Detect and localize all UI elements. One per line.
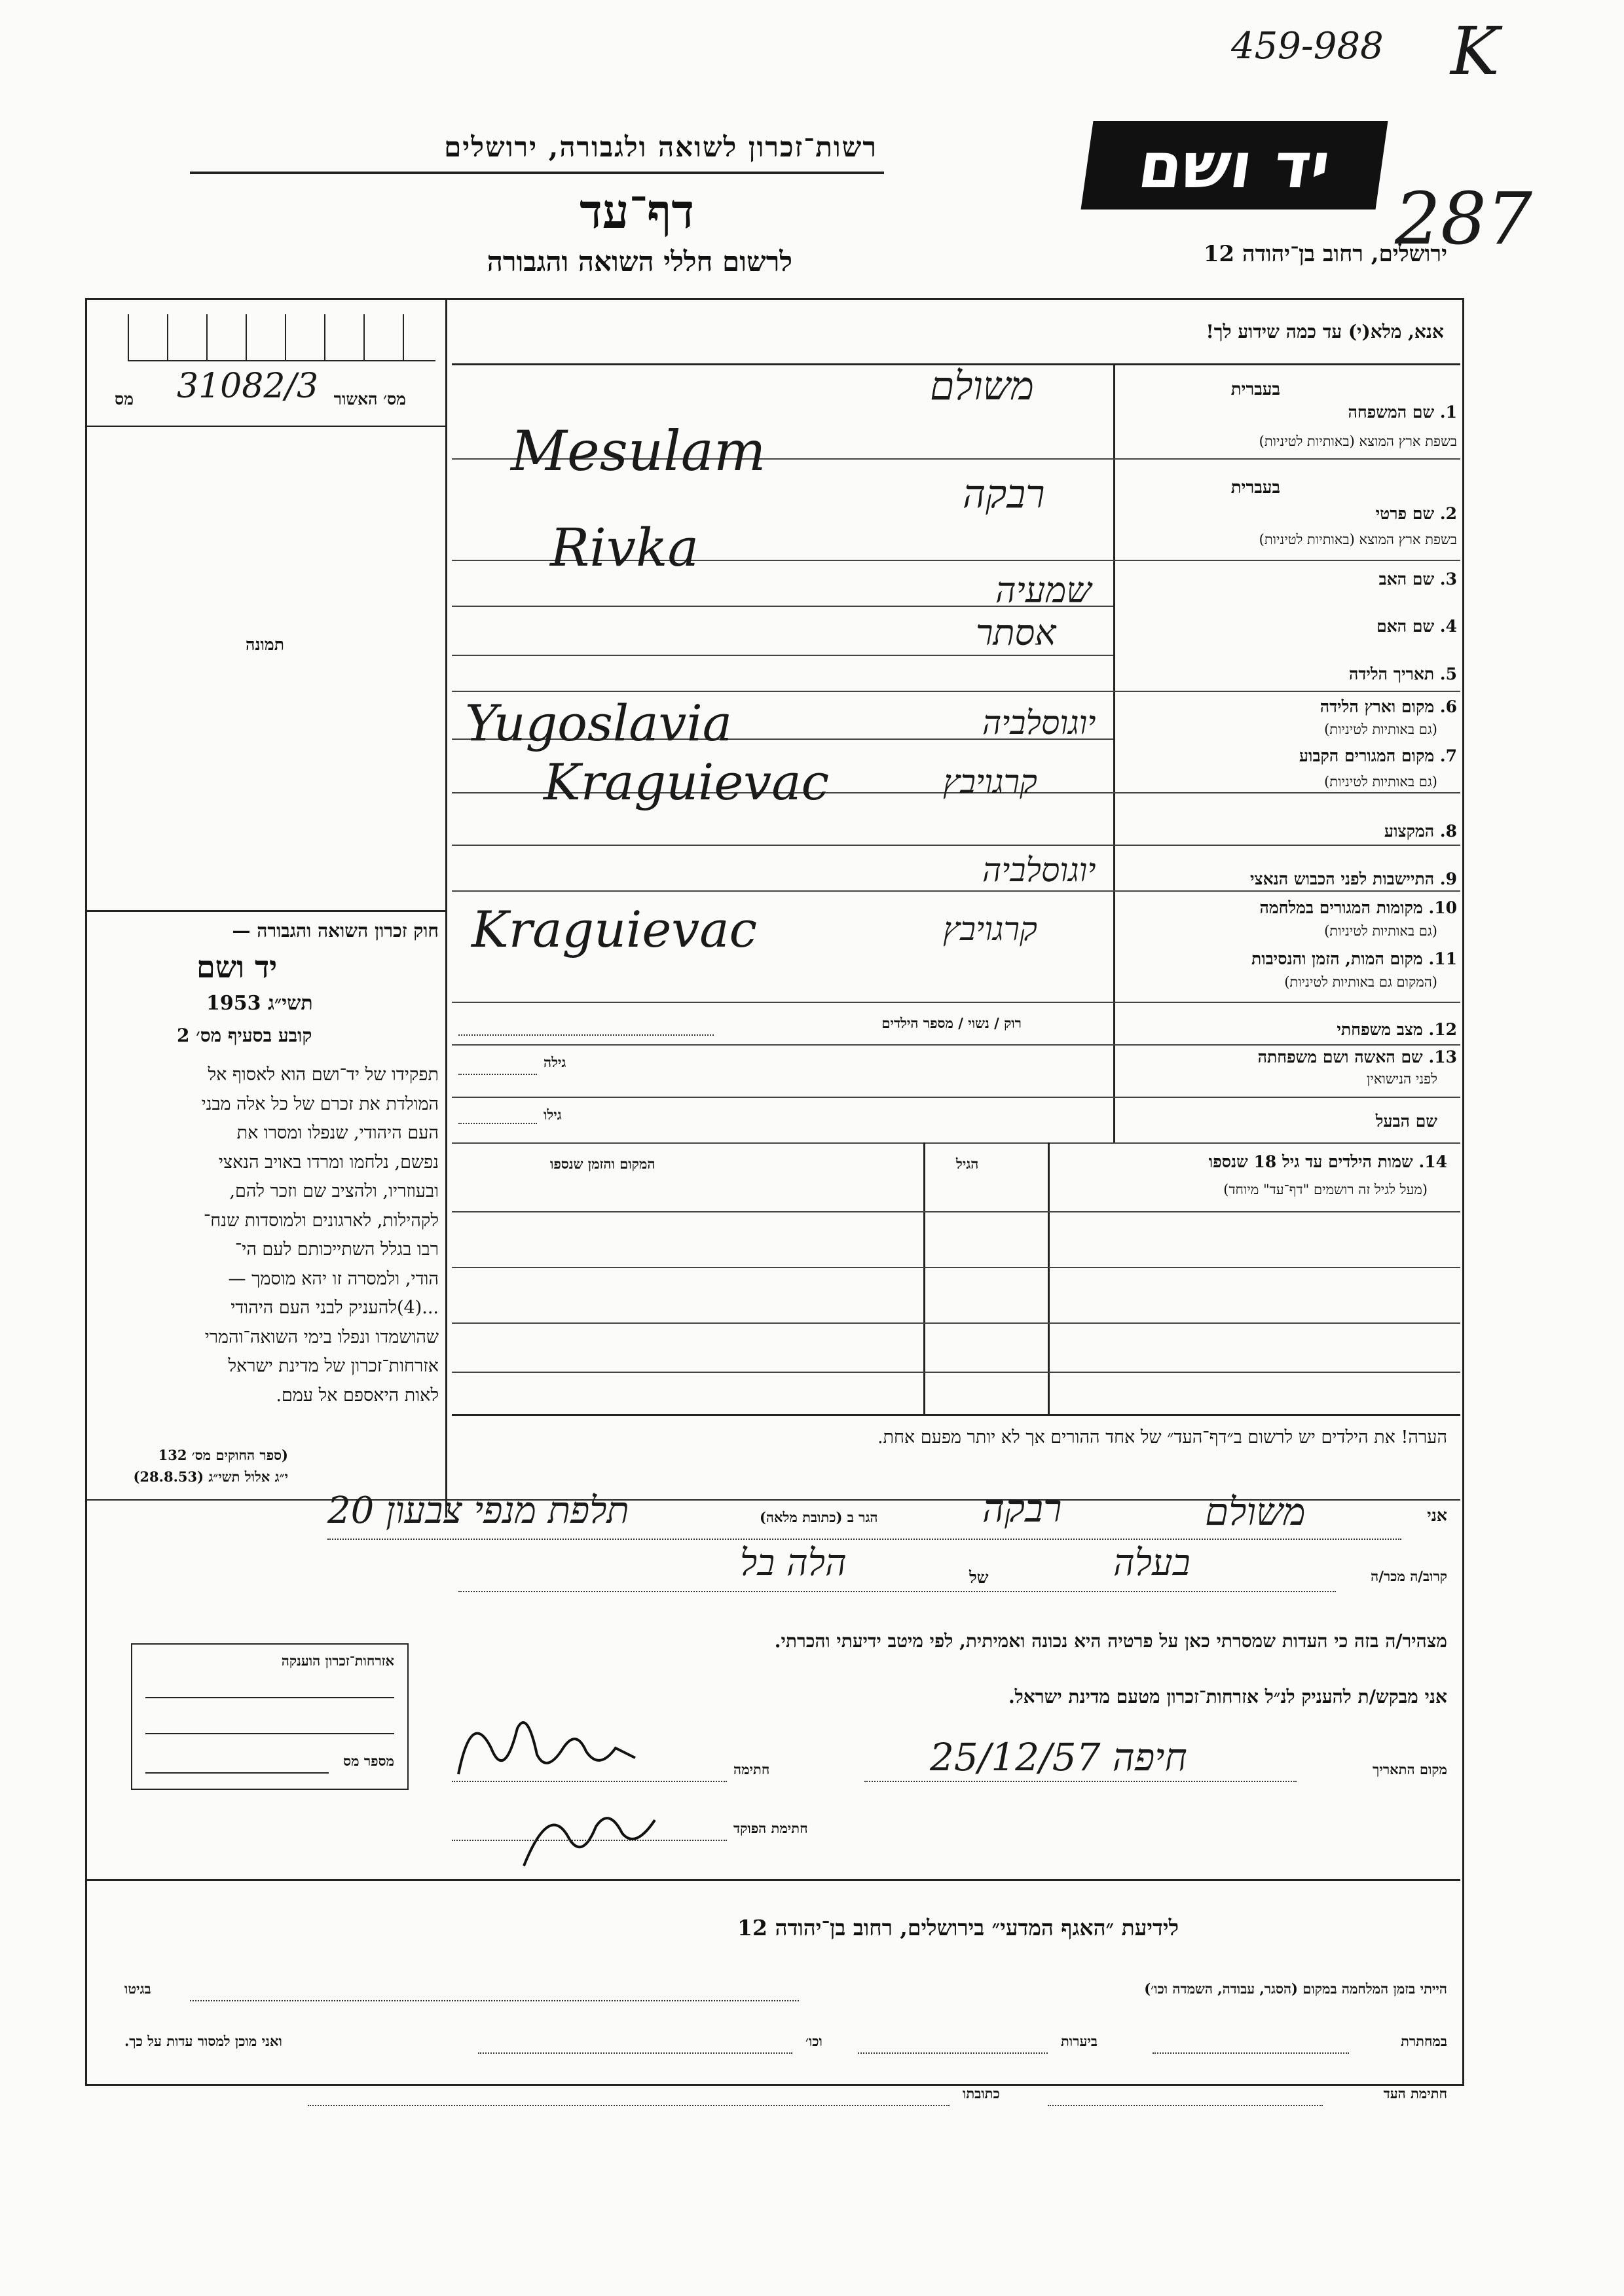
- row-divider: [452, 845, 1460, 846]
- lower-line3b: כתובתו: [963, 2085, 1000, 2102]
- value-given-he: רבקה: [963, 471, 1045, 517]
- lower-line1-dots: [190, 2000, 799, 2001]
- law-line: לקהילות, לארגונים ולמוסדות שנח־: [203, 1210, 439, 1231]
- archive-number: 459-988: [1231, 25, 1384, 67]
- field-sub-death: (המקום גם באותיות לטיניות): [1284, 974, 1437, 990]
- field-label-settlement: 9. התיישבות לפני הכבוש הנאצי: [1249, 869, 1457, 888]
- cert-ticks: [128, 308, 435, 361]
- law-line: העם היהודי, שנפלו ומסרו את: [236, 1123, 439, 1143]
- field-label-given: 2. שם פרטי: [1375, 504, 1457, 523]
- children-bottom-rule: [452, 1414, 1460, 1416]
- form-subtitle: לרשום חללי השואה והגבורה: [487, 246, 792, 278]
- value-mother: אסתר: [976, 612, 1056, 653]
- field-sub-family: בשפת ארץ המוצא (באותיות לטיניות): [1259, 433, 1457, 449]
- photo-rule: [85, 910, 445, 912]
- officer-label: חתימת הפוקד: [733, 1820, 808, 1836]
- field-sub-wartime: (גם באותיות לטיניות): [1324, 923, 1437, 939]
- law-line: רבו בגלל השתייכותם לעם הי־: [234, 1239, 439, 1260]
- value-residence-latin: Kraguievac: [544, 753, 830, 811]
- certificate-number-label: מספר מס: [343, 1753, 394, 1769]
- value-given-latin: Rivka: [550, 517, 699, 578]
- row-divider: [452, 1142, 1460, 1144]
- lower-line1a: הייתי בזמן המלחמה במקום (הסגר, עבודה, השמדה וכו׳): [1144, 1980, 1447, 1997]
- cert-no-mark: מס: [115, 390, 134, 409]
- place-date-value: חיפה 25/12/57: [930, 1735, 1187, 1779]
- decl-relation-value: בעלה: [1113, 1542, 1190, 1584]
- officer-dots: [452, 1840, 727, 1841]
- value-father: שמעיה: [995, 570, 1092, 611]
- yad-vashem-logo: [1081, 121, 1388, 210]
- decl-relation-dots: [458, 1591, 1336, 1592]
- husband-age-dots: [458, 1123, 537, 1124]
- lower-line2-dots-a: [1153, 2052, 1349, 2054]
- field-sub-residence: (גם באותיות לטיניות): [1324, 774, 1437, 790]
- value-family-he: משולם: [930, 363, 1034, 409]
- lower-line2-dots-c: [478, 2052, 792, 2054]
- side-number: 287: [1395, 177, 1532, 261]
- field-label-wife: 13. שם האשה ושם משפחתה: [1257, 1048, 1457, 1066]
- field-lang-1: בעברית: [1230, 380, 1280, 399]
- value-wartime-he: קרגויבץ: [943, 910, 1037, 948]
- decl-address-dots: [327, 1539, 1401, 1540]
- field-lang-2: בעברית: [1230, 478, 1280, 498]
- please-fill: אנא, מלא(י) עד כמה שידוע לך!: [1206, 321, 1444, 342]
- cert-value: 31082/3: [177, 367, 319, 406]
- lower-line2-dots-b: [858, 2052, 1048, 2054]
- lower-line2d: ואני מוכן למסור עדות על כך.: [124, 2033, 282, 2049]
- children-label: 14. שמות הילדים עד גיל 18 שנספו: [1208, 1152, 1447, 1171]
- law-footnote-1: (ספר החוקים מס׳ 132: [158, 1447, 288, 1463]
- decl-i-value: משולם: [1205, 1489, 1306, 1534]
- photo-label: תמונה: [246, 635, 284, 654]
- field-label-birthdate: 5. תאריך הלידה: [1349, 665, 1457, 683]
- children-row: [452, 1211, 1460, 1212]
- left-col-rule: [445, 300, 447, 1518]
- cert-label: מס׳ האשור: [333, 390, 406, 409]
- decl-relation-label: קרוב/ה מכר/ה: [1371, 1568, 1447, 1584]
- law-line: נפשם, נלחמו ומרדו באויב הנאצי: [218, 1152, 439, 1173]
- children-row: [452, 1267, 1460, 1268]
- law-body: [92, 1061, 439, 1410]
- field-label-birthplace: 6. מקום וארץ הלידה: [1320, 697, 1457, 716]
- cert-rule: [85, 426, 445, 427]
- lower-line3-dots-b: [308, 2105, 950, 2106]
- header-rule: [190, 172, 884, 174]
- decl-statement: מצהיר/ה בזה כי העדות שמסרתי כאן על פרטיה היא נכונה ואמיתית, לפי מיטב ידיעתי והכרתי.: [774, 1630, 1447, 1652]
- value-family-latin: Mesulam: [511, 419, 766, 483]
- law-year: תשי״ג 1953: [206, 992, 313, 1015]
- form-title: דף־עד: [580, 183, 694, 239]
- field-sub-given: בשפת ארץ המוצא (באותיות לטיניות): [1259, 532, 1457, 547]
- certificate-box: [131, 1643, 409, 1790]
- law-line: ...(4)להעניק לבני העם היהודי: [231, 1298, 439, 1318]
- children-note: הערה! את הילדים יש לרשום ב״דף־העד״ של אחד ההורים אך לא יותר מפעם אחת.: [877, 1427, 1447, 1448]
- signature-scrawl: [452, 1702, 688, 1787]
- field-label-death: 11. מקום המות, הזמן והנסיבות: [1251, 949, 1457, 968]
- logo-text: יד ושם: [1134, 128, 1335, 202]
- lower-line1b: בגיטו: [124, 1980, 151, 1997]
- field-label-father: 3. שם האב: [1378, 570, 1457, 589]
- decl-of-value: הלה בל: [740, 1542, 847, 1584]
- law-title: חוק זכרון השואה והגבורה —: [232, 920, 439, 941]
- lower-line2a: במחתרת: [1401, 2033, 1447, 2049]
- law-name: יד ושם: [196, 949, 278, 985]
- law-section: קובע בסעיף מס׳ 2: [177, 1025, 312, 1046]
- law-line: שהושמדו ונפלו בימי השואה־והמרי: [204, 1326, 439, 1347]
- field-label-residence: 7. מקום המגורים הקבוע: [1299, 746, 1457, 765]
- value-birthplace-latin: Yugoslavia: [465, 694, 733, 752]
- row-divider: [452, 1002, 1460, 1003]
- value-settlement-he: יוגוסלביה: [982, 851, 1096, 889]
- lower-divider: [85, 1879, 1460, 1881]
- decl-i-label: אני: [1427, 1506, 1447, 1525]
- address-line: ירושלים, רחוב בן־יהודה 12: [1203, 241, 1447, 267]
- field-label-marital: 12. מצב משפחתי: [1337, 1020, 1457, 1039]
- children-row: [452, 1372, 1460, 1373]
- law-footnote-2: י״ג אלול תשי״ג (28.8.53): [133, 1468, 288, 1485]
- value-birthplace-he: יוגוסלביה: [982, 704, 1096, 742]
- children-place-header: המקום והזמן שנספו: [550, 1156, 655, 1172]
- corner-mark: K: [1450, 13, 1500, 90]
- officer-scrawl: [511, 1787, 668, 1872]
- decl-address-value: תלפת מנפי צבעון 20: [327, 1489, 629, 1532]
- place-date-label: מקום התאריך: [1373, 1761, 1447, 1777]
- decl-request: אני מבקש/ת להעניק לנ״ל אזרחות־זכרון מטעם מדינת ישראל.: [1008, 1686, 1447, 1707]
- certificate-box-title: אזרחות־זכרון הוענקה: [281, 1652, 394, 1669]
- decl-address-label: הגר ב (כתובת מלאה): [760, 1509, 878, 1525]
- row-divider: [452, 691, 1460, 692]
- signature-dots: [452, 1781, 727, 1782]
- law-line: אזרחות־זכרון של מדינת ישראל: [228, 1356, 439, 1376]
- lower-line3a: חתימת העד: [1383, 2085, 1447, 2102]
- value-col-rule: [1113, 363, 1115, 1142]
- children-row: [452, 1322, 1460, 1324]
- marital-options: רוק / נשוי / מספר הילדים: [881, 1015, 1022, 1031]
- law-line: תפקידו של יד־ושם הוא לאסוף אל: [208, 1065, 439, 1085]
- law-line: הודי, ולמסרה זו יהא מוסמך —: [228, 1268, 439, 1289]
- law-line: לאות היאספם אל עמם.: [276, 1385, 439, 1406]
- children-sub: (מעל לגיל זה רושמים "דף־עד" מיוחד): [1223, 1182, 1428, 1197]
- field-label-mother: 4. שם האם: [1376, 617, 1457, 636]
- field-sub-birthplace: (גם באותיות לטיניות): [1324, 721, 1437, 737]
- signature-label: חתימה: [733, 1761, 770, 1777]
- children-col-2: [1048, 1142, 1050, 1414]
- field-sub-wife: לפני הנישואין: [1367, 1071, 1437, 1087]
- place-date-dots: [864, 1781, 1297, 1782]
- field-label-wartime: 10. מקומות המגורים במלחמה: [1259, 898, 1457, 917]
- field-label-family: 1. שם המשפחה: [1348, 403, 1457, 422]
- field-label-profession: 8. המקצוע: [1384, 822, 1457, 841]
- decl-name-value: רבקה: [982, 1486, 1062, 1531]
- decl-of-label: של: [969, 1568, 989, 1587]
- row-divider: [452, 655, 1113, 656]
- law-line: המולדת את זכרם של כל אלה מבני: [201, 1093, 439, 1114]
- law-line: ובעוזריו, ולהציב שם וזכר להם,: [229, 1181, 439, 1201]
- lower-line3-dots-a: [1048, 2105, 1323, 2106]
- field-label-husband: שם הבעל: [1375, 1112, 1437, 1131]
- children-col-1: [923, 1142, 925, 1414]
- value-residence-he: קרגויבץ: [943, 763, 1037, 801]
- value-wartime-latin: Kraguievac: [471, 900, 758, 958]
- field-list: [1116, 367, 1457, 1142]
- lower-line2c: וכו׳: [805, 2033, 822, 2049]
- row-divider: [452, 1097, 1460, 1098]
- wife-age-dots: [458, 1074, 537, 1075]
- husband-age-label: גילו: [544, 1106, 562, 1123]
- row-divider: [452, 1044, 1460, 1046]
- row-divider: [452, 890, 1460, 892]
- children-count-dots: [458, 1034, 714, 1036]
- lower-line2b: ביערות: [1061, 2033, 1098, 2049]
- authority-heading: רשות־זכרון לשואה ולגבורה, ירושלים: [444, 131, 877, 163]
- wife-age-label: גילה: [544, 1054, 566, 1070]
- lower-title: לידיעת ״האגף המדעי״ בירושלים, רחוב בן־יהודה 12: [737, 1915, 1179, 1941]
- children-age-header: הגיל: [956, 1156, 979, 1172]
